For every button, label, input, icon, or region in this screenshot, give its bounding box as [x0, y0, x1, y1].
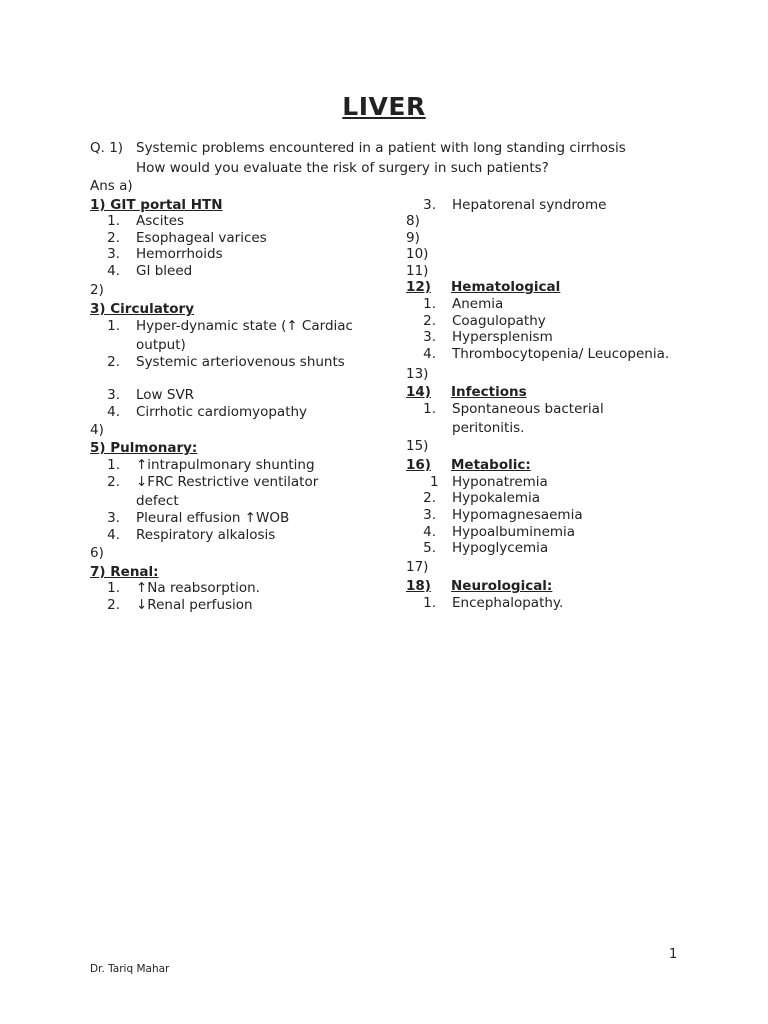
heading-neurological: Neurological:: [451, 578, 553, 594]
heading-git: 1) GIT portal HTN: [90, 197, 223, 213]
section-number: 15): [406, 438, 429, 454]
question-label: Q. 1): [90, 140, 124, 156]
section-number: 2): [90, 282, 104, 298]
heading-metabolic-number: 16): [406, 457, 431, 473]
heading-hematological: Hematological: [451, 279, 561, 295]
heading-pulmonary: 5) Pulmonary:: [90, 440, 198, 456]
heading-metabolic: Metabolic:: [451, 457, 531, 473]
section-number: 8): [406, 213, 420, 229]
section-number: 13): [406, 366, 429, 382]
section-number: 9): [406, 230, 420, 246]
list-item-continuation: output): [136, 337, 186, 353]
list-item-continuation: defect: [136, 493, 179, 509]
heading-renal: 7) Renal:: [90, 564, 159, 580]
section-number: 4): [90, 422, 104, 438]
document-page: LIVER Q. 1) Systemic problems encountered in a patient with long standing cirrhosis How would you evaluate the risk of surgery in such patients? Ans a) 1) GIT portal HTN 1. Ascites 2. Esophageal varices 3. Hemorrhoids 4. GI bleed 2) 3) Circulatory 1. Hyper-dynamic state (↑ Cardiac output) 2. Systemic arteriovenous shunts 3. Low SVR 4. Cirrhotic cardiomyopathy 4) 5) Pulmonary: 1. ↑intrapulmonary shunting 2. ↓FRC Restrictive ventilator defect 3. Pleural effusion ↑WOB 4. Respiratory alkalosis 6) 7) Renal: 1. ↑Na reabsorption. 2. ↓Renal perfusion 3. Hepatorenal syndrome 8) 9) 10) 11) 12) Hematological 1. Anemia 2. Coagulopathy 3. Hypersplenism 4. Thrombocytopenia/ Leucopenia. 13) 14) Infections 1. Spontaneous bacterial peritonitis. 15) 16) Metabolic: 1 Hyponatremia 2. Hypokalemia 3. Hypomagnesaemia 4. Hypoalbuminemia 5. Hypoglycemia 17) 18) Neurological: 1. Encephalopathy. 1 Dr. Tariq Mahar: [0, 0, 768, 1024]
heading-circulatory: 3) Circulatory: [90, 301, 194, 317]
section-number: 6): [90, 545, 104, 561]
heading-hematological-number: 12): [406, 279, 431, 295]
footer-author: Dr. Tariq Mahar: [90, 963, 170, 975]
section-number: 17): [406, 559, 429, 575]
answer-label: Ans a): [90, 178, 133, 194]
page-title: LIVER: [342, 92, 426, 121]
heading-neurological-number: 18): [406, 578, 431, 594]
question-line-1: Systemic problems encountered in a patient with long standing cirrhosis: [136, 140, 626, 156]
heading-infections: Infections: [451, 384, 527, 400]
page-number: 1: [669, 947, 678, 962]
heading-infections-number: 14): [406, 384, 431, 400]
question-line-2: How would you evaluate the risk of surgery in such patients?: [136, 160, 549, 176]
section-number: 10): [406, 246, 429, 262]
section-number: 11): [406, 263, 429, 279]
list-item-continuation: peritonitis.: [452, 420, 525, 436]
